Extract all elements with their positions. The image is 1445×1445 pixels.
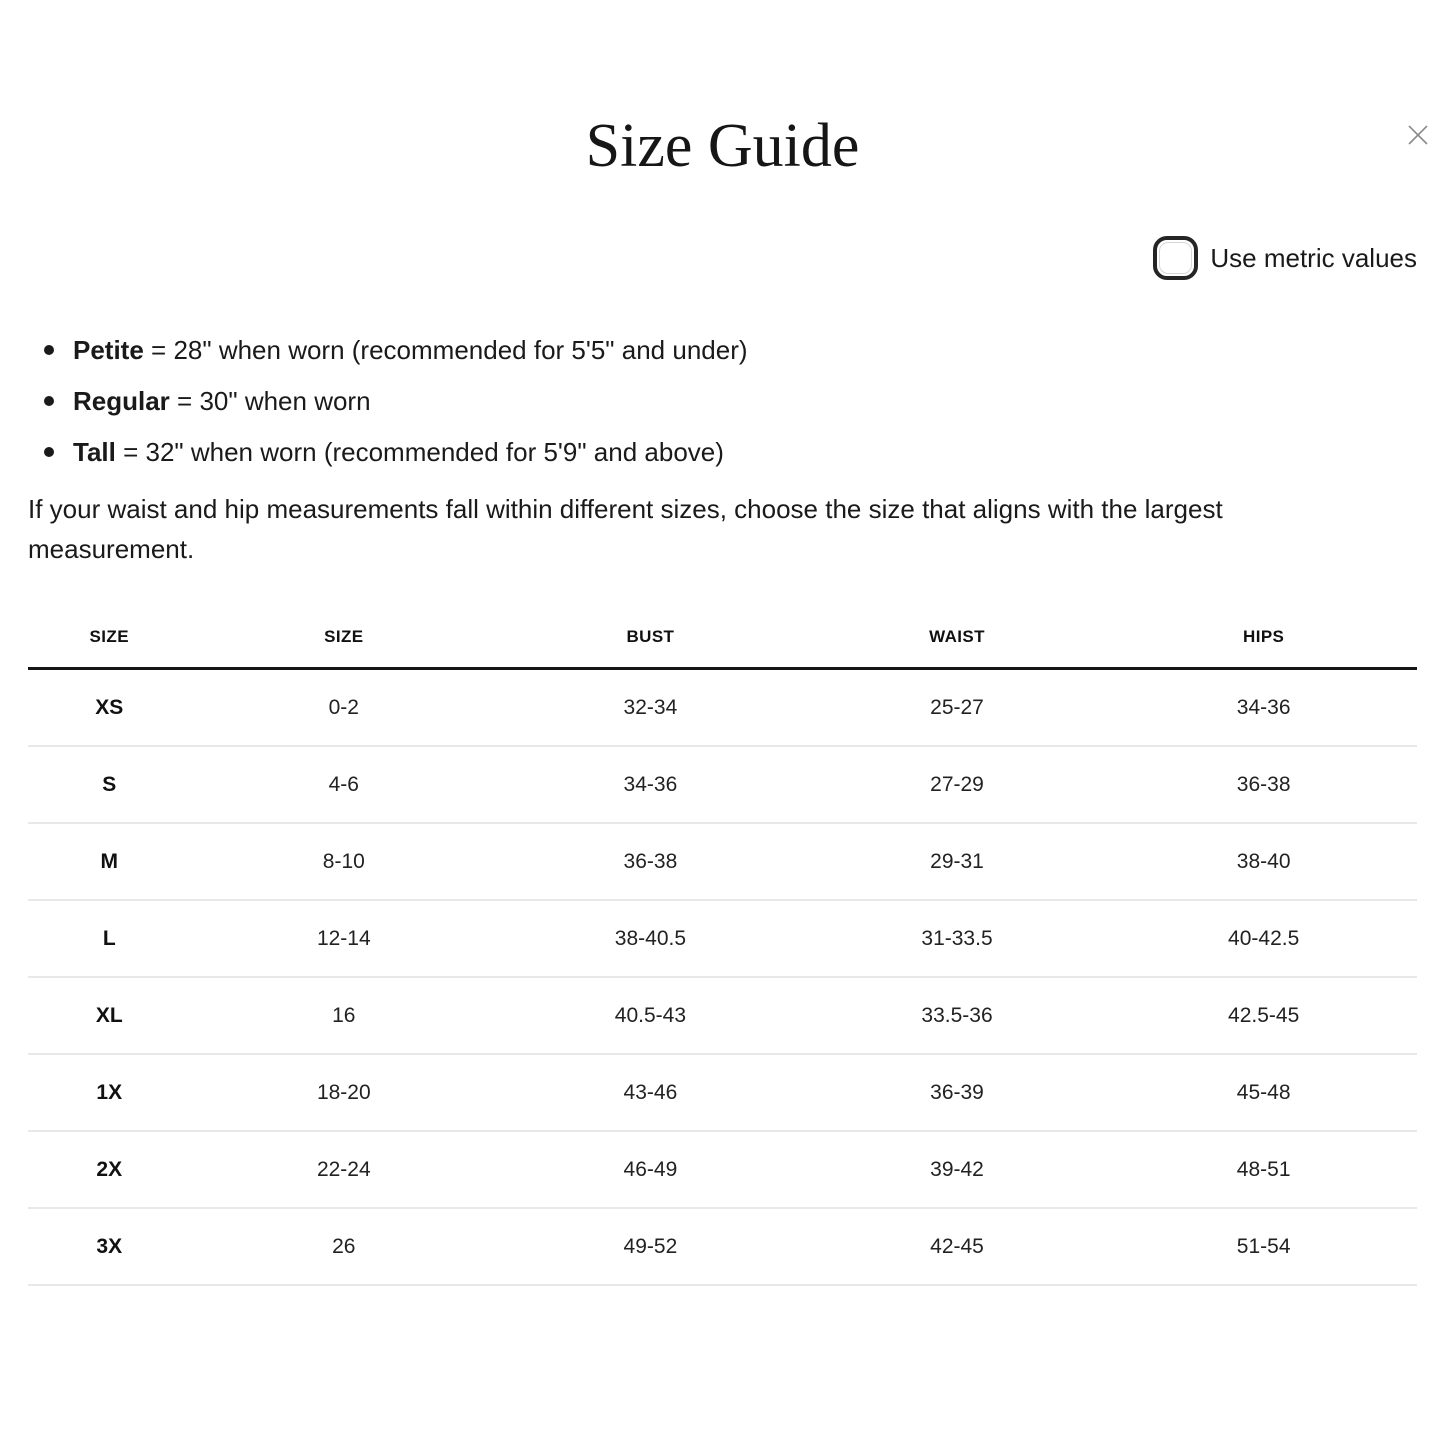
measurement-cell: 48-51 — [1110, 1131, 1417, 1208]
length-note-item — [28, 438, 1417, 466]
length-description: = 28" when worn (recommended for 5'5" and under) — [143, 335, 748, 366]
measurement-cell: 38-40.5 — [497, 900, 804, 977]
size-table-header-row — [28, 627, 1417, 669]
length-term: Regular — [73, 386, 170, 417]
measurement-cell: 4-6 — [191, 746, 498, 823]
measurement-cell: 42-45 — [804, 1208, 1111, 1285]
measurement-cell: 32-34 — [497, 669, 804, 747]
length-term: Tall — [73, 437, 116, 468]
measurement-cell: 27-29 — [804, 746, 1111, 823]
measurement-cell: 49-52 — [497, 1208, 804, 1285]
measurement-cell: 34-36 — [1110, 669, 1417, 747]
size-label-cell: S — [28, 746, 191, 823]
size-label-cell: XL — [28, 977, 191, 1054]
column-header: WAIST — [804, 627, 1111, 669]
table-row — [28, 1054, 1417, 1131]
fit-note-text: If your waist and hip measurements fall within different sizes, choose the size that aligns with the largest measurement. — [28, 494, 1223, 565]
column-header: BUST — [497, 627, 804, 669]
size-label-cell: XS — [28, 669, 191, 747]
measurement-cell: 40.5-43 — [497, 977, 804, 1054]
measurement-cell: 42.5-45 — [1110, 977, 1417, 1054]
metric-toggle-label[interactable]: Use metric values — [1210, 242, 1417, 273]
measurement-cell: 36-39 — [804, 1054, 1111, 1131]
table-row — [28, 1131, 1417, 1208]
column-header: SIZE — [191, 627, 498, 669]
measurement-cell: 18-20 — [191, 1054, 498, 1131]
measurement-cell: 31-33.5 — [804, 900, 1111, 977]
page-title: Size Guide — [585, 112, 860, 180]
size-label-cell: M — [28, 823, 191, 900]
size-table-body — [28, 669, 1417, 1286]
measurement-cell: 12-14 — [191, 900, 498, 977]
table-row — [28, 823, 1417, 900]
close-icon — [1407, 124, 1429, 146]
measurement-cell: 45-48 — [1110, 1054, 1417, 1131]
table-row — [28, 746, 1417, 823]
size-label-cell: 1X — [28, 1054, 191, 1131]
measurement-cell: 36-38 — [1110, 746, 1417, 823]
size-label-cell: 2X — [28, 1131, 191, 1208]
measurement-cell: 43-46 — [497, 1054, 804, 1131]
measurement-cell: 34-36 — [497, 746, 804, 823]
close-button[interactable] — [1403, 120, 1433, 150]
length-term: Petite — [73, 335, 144, 366]
measurement-cell: 25-27 — [804, 669, 1111, 747]
measurement-cell: 33.5-36 — [804, 977, 1111, 1054]
measurement-cell: 39-42 — [804, 1131, 1111, 1208]
size-table — [28, 627, 1417, 1286]
measurement-cell: 29-31 — [804, 823, 1111, 900]
measurement-cell: 40-42.5 — [1110, 900, 1417, 977]
metric-toggle-row — [28, 236, 1417, 280]
size-label-cell: L — [28, 900, 191, 977]
measurement-cell: 16 — [191, 977, 498, 1054]
length-description: = 30" when worn — [169, 386, 371, 417]
measurement-cell: 46-49 — [497, 1131, 804, 1208]
metric-checkbox[interactable] — [1153, 236, 1198, 280]
table-row — [28, 977, 1417, 1054]
size-label-cell: 3X — [28, 1208, 191, 1285]
measurement-cell: 22-24 — [191, 1131, 498, 1208]
length-note-item — [28, 387, 1417, 415]
measurement-cell: 36-38 — [497, 823, 804, 900]
length-notes-list — [28, 336, 1417, 466]
table-row — [28, 1208, 1417, 1285]
measurement-cell: 0-2 — [191, 669, 498, 747]
measurement-cell: 8-10 — [191, 823, 498, 900]
length-description: = 32" when worn (recommended for 5'9" and above) — [115, 437, 724, 468]
measurement-cell: 51-54 — [1110, 1208, 1417, 1285]
length-note-item — [28, 336, 1417, 364]
column-header: SIZE — [28, 627, 191, 669]
table-row — [28, 900, 1417, 977]
measurement-cell: 38-40 — [1110, 823, 1417, 900]
column-header: HIPS — [1110, 627, 1417, 669]
table-row — [28, 669, 1417, 747]
measurement-cell: 26 — [191, 1208, 498, 1285]
